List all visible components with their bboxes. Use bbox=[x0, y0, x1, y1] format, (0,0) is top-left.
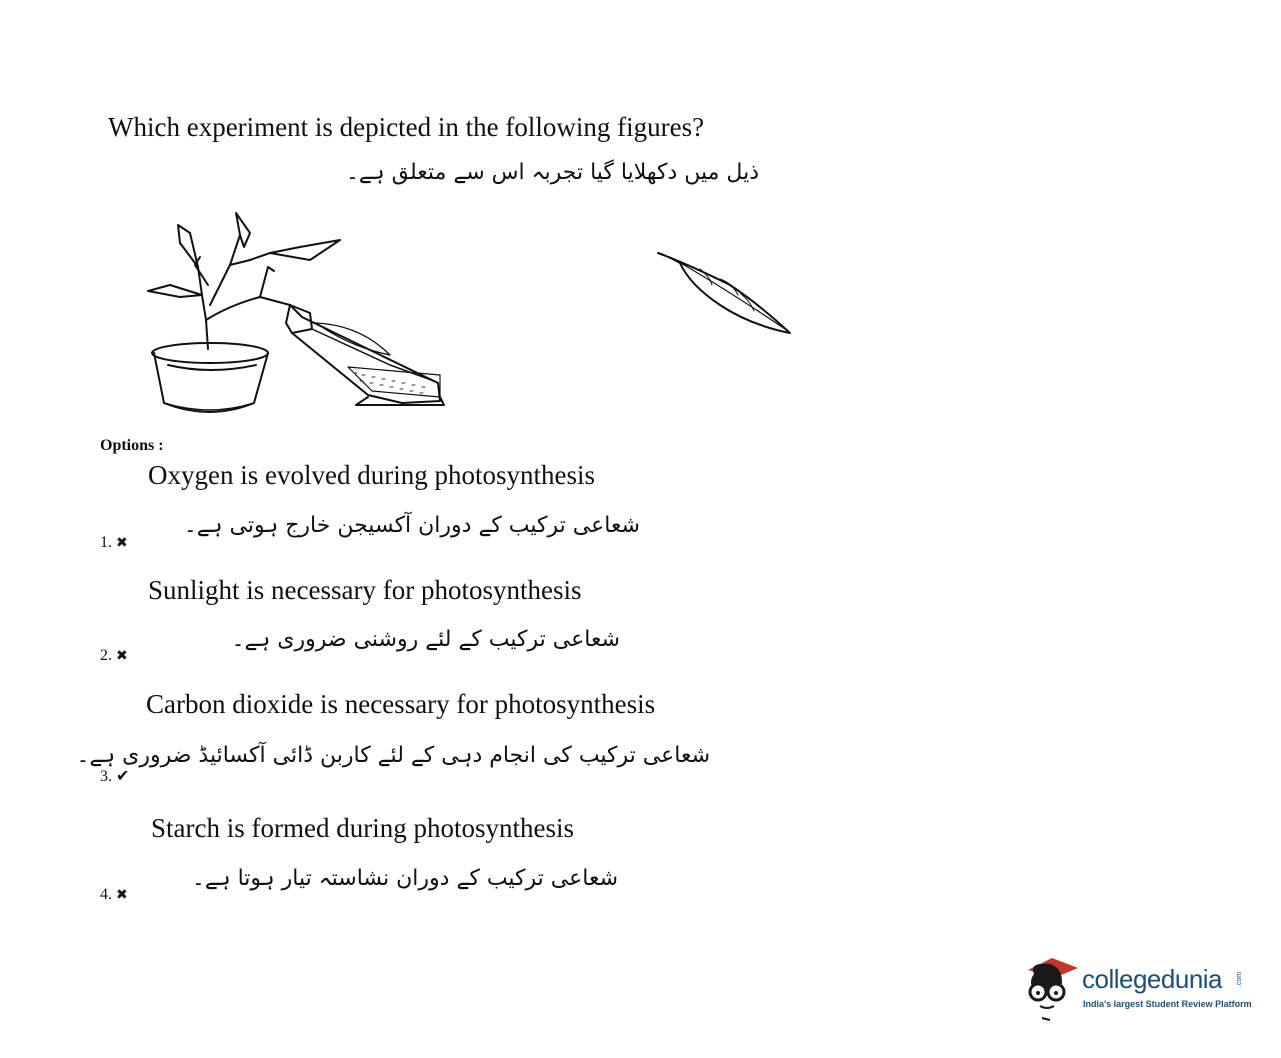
option-3-correct-mark-icon: ✔ bbox=[116, 766, 130, 785]
option-3-number: 3. ✔ bbox=[100, 766, 130, 785]
option-4-wrong-mark-icon: ✖ bbox=[116, 887, 128, 903]
logo-tagline: India's largest Student Review Platform bbox=[1083, 999, 1252, 1009]
option-4-number: 4. ✖ bbox=[100, 886, 128, 903]
option-1-urdu: شعاعی ترکیب کے دوران آکسیجن خارج ہوتی ہے۔ bbox=[183, 513, 640, 538]
option-2-number: 2. ✖ bbox=[100, 647, 128, 664]
option-3-text: Carbon dioxide is necessary for photosynthesis bbox=[146, 689, 656, 719]
option-1-text: Oxygen is evolved during photosynthesis bbox=[148, 460, 595, 490]
option-2-wrong-mark-icon: ✖ bbox=[116, 648, 128, 664]
logo-domain-suffix: .com bbox=[1236, 971, 1244, 988]
collegedunia-logo[interactable] bbox=[1020, 952, 1250, 1022]
option-4-text: Starch is formed during photosynthesis bbox=[151, 813, 574, 843]
option-3-urdu: شعاعی ترکیب کی انجام دہی کے لئے کاربن ڈائی آکسائیڈ ضروری ہے۔ bbox=[76, 743, 710, 768]
question-text: Which experiment is depicted in the following figures? bbox=[108, 112, 705, 142]
option-2-urdu: شعاعی ترکیب کے لئے روشنی ضروری ہے۔ bbox=[231, 627, 620, 652]
options-label: Options : bbox=[100, 437, 164, 454]
option-1-wrong-mark-icon: ✖ bbox=[116, 535, 128, 551]
logo-wordmark: collegedunia bbox=[1082, 964, 1223, 994]
question-text-urdu: ذیل میں دکھلایا گیا تجربہ اس سے متعلق ہے۔ bbox=[346, 160, 759, 185]
plant-bottle-figure bbox=[140, 205, 460, 430]
option-2-text: Sunlight is necessary for photosynthesis bbox=[148, 575, 582, 605]
graduate-mascot-icon bbox=[1020, 952, 1080, 1022]
option-4-urdu: شعاعی ترکیب کے دوران نشاستہ تیار ہوتا ہے۔ bbox=[191, 866, 618, 891]
option-1-number: 1. ✖ bbox=[100, 534, 128, 551]
leaf-figure bbox=[650, 245, 800, 340]
